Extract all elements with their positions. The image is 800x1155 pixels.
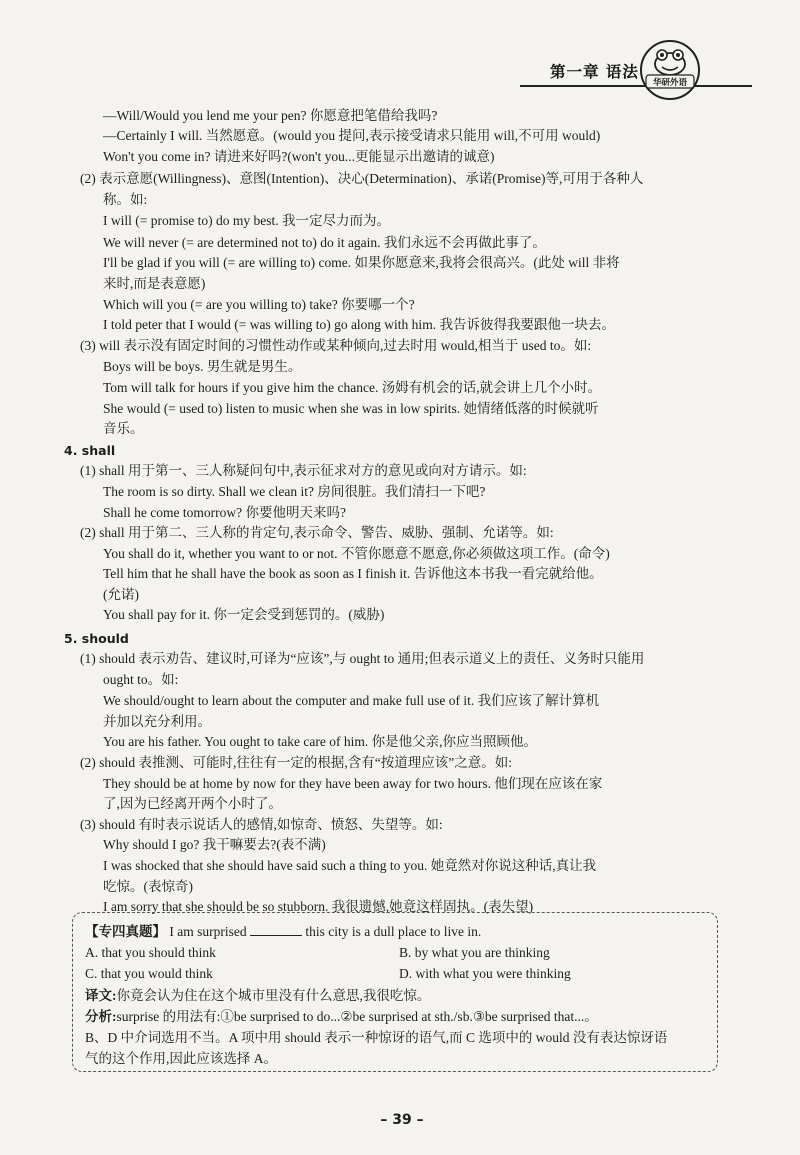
- text-line: I am sorry that she should be so stubborn. 我很遗憾,她竟这样固执。(表失望): [103, 899, 534, 914]
- text-line: We will never (= are determined not to) do it again. 我们永远不会再做此事了。: [103, 235, 546, 250]
- translation: [85, 987, 430, 1005]
- analysis-text-1: surprise 的用法有:①be surprised to do...②be surprised at sth./sb.③be surprised that...。: [116, 1009, 598, 1024]
- question-text-before: I am surprised: [169, 924, 247, 939]
- exam-tag: 【专四真题】: [85, 924, 166, 939]
- page-number: – 39 –: [380, 1112, 424, 1128]
- text-line: 并加以充分利用。: [103, 714, 211, 729]
- logo-text: 华研外语: [652, 78, 687, 88]
- option-a: A. that you should think: [85, 945, 216, 960]
- text-line: (2) should 表推测、可能时,往往有一定的根据,含有“按道理应该”之意。如:: [80, 755, 512, 770]
- text-line: The room is so dirty. Shall we clean it? 房间很脏。我们清扫一下吧?: [103, 484, 486, 499]
- exam-question: [85, 923, 481, 941]
- translation-text: 你竟会认为住在这个城市里没有什么意思,我很吃惊。: [116, 988, 431, 1003]
- text-line: They should be at home by now for they have been away for two hours. 他们现在应该在家: [103, 776, 603, 791]
- text-line: Tell him that he shall have the book as soon as I finish it. 告诉他这本书我一看完就给他。: [103, 566, 603, 581]
- text-line: (2) shall 用于第二、三人称的肯定句,表示命令、警告、威胁、强制、允诺等。如:: [80, 525, 554, 540]
- page-header: [520, 36, 790, 98]
- text-line: I'll be glad if you will (= are willing to) come. 如果你愿意来,我将会很高兴。(此处 will 非将: [103, 255, 620, 270]
- frog-logo-icon: [638, 38, 702, 102]
- text-line: (3) should 有时表示说话人的感情,如惊奇、愤怒、失望等。如:: [80, 817, 443, 832]
- text-line: 称。如:: [103, 192, 148, 207]
- chapter-title: 第一章 语法: [550, 63, 639, 81]
- text-line: 来时,而是表意愿): [103, 276, 206, 291]
- text-line: I will (= promise to) do my best. 我一定尽力而为。: [103, 213, 390, 228]
- analysis-label: 分析:: [85, 1009, 117, 1024]
- text-line: We should/ought to learn about the computer and make full use of it. 我们应该了解计算机: [103, 693, 600, 708]
- question-text-after: this city is a dull place to live in.: [305, 924, 482, 939]
- option-d: D. with what you were thinking: [399, 966, 571, 981]
- text-line: —Will/Would you lend me your pen? 你愿意把笔借给我吗?: [103, 108, 438, 123]
- answer-blank: [250, 923, 302, 936]
- text-line: 音乐。: [103, 421, 144, 436]
- analysis-line-2: B、D 中介词选用不当。A 项中用 should 表示一种惊讶的语气,而 C 选项中的 would 没有表达惊讶语: [85, 1030, 668, 1045]
- text-line: Boys will be boys. 男生就是男生。: [103, 359, 302, 374]
- publisher-logo: [638, 38, 702, 102]
- option-b: B. by what you are thinking: [399, 945, 550, 960]
- text-line: She would (= used to) listen to music when she was in low spirits. 她情绪低落的时候就听: [103, 401, 599, 416]
- text-line: ought to。如:: [103, 672, 179, 687]
- text-line: You shall do it, whether you want to or not. 不管你愿意不愿意,你必须做这项工作。(命令): [103, 546, 610, 561]
- exam-question-box: [72, 912, 718, 1072]
- text-line: (3) will 表示没有固定时间的习惯性动作或某种倾向,过去时用 would,相当于 used to。如:: [80, 338, 592, 353]
- text-line: I told peter that I would (= was willing to) go along with him. 我告诉彼得我要跟他一块去。: [103, 317, 615, 332]
- text-line: —Certainly I will. 当然愿意。(would you 提问,表示接受请求只能用 will,不可用 would): [103, 128, 601, 143]
- text-line: I was shocked that she should have said such a thing to you. 她竟然对你说这种话,真让我: [103, 858, 597, 873]
- text-line: Shall he come tomorrow? 你要他明天来吗?: [103, 505, 346, 520]
- analysis: [85, 1008, 598, 1026]
- text-line: Tom will talk for hours if you give him the chance. 汤姆有机会的话,就会讲上几个小时。: [103, 380, 602, 395]
- text-line: (2) 表示意愿(Willingness)、意图(Intention)、决心(Determination)、承诺(Promise)等,可用于各种人: [80, 171, 644, 186]
- analysis-line-3: 气的这个作用,因此应该选择 A。: [85, 1051, 277, 1066]
- header-rule: [520, 85, 752, 87]
- option-c: C. that you would think: [85, 966, 213, 981]
- text-line: (允诺): [103, 587, 139, 602]
- text-line: (1) should 表示劝告、建议时,可译为“应该”,与 ought to 通用;但表示道义上的责任、义务时只能用: [80, 651, 645, 666]
- text-line: You shall pay for it. 你一定会受到惩罚的。(威胁): [103, 607, 385, 622]
- text-line: Which will you (= are you willing to) take? 你要哪一个?: [103, 297, 415, 312]
- text-line: 吃惊。(表惊奇): [103, 879, 193, 894]
- section-heading-should: 5. should: [64, 631, 129, 646]
- text-line: (1) shall 用于第一、三人称疑问句中,表示征求对方的意见或向对方请示。如:: [80, 463, 527, 478]
- text-line: 了,因为已经离开两个小时了。: [103, 796, 282, 811]
- translation-label: 译文:: [85, 988, 117, 1003]
- text-line: Won't you come in? 请进来好吗?(won't you...更能显示出邀请的诚意): [103, 149, 495, 164]
- text-line: Why should I go? 我干嘛要去?(表不满): [103, 837, 326, 852]
- text-line: You are his father. You ought to take care of him. 你是他父亲,你应当照顾他。: [103, 734, 537, 749]
- section-heading-shall: 4. shall: [64, 443, 116, 458]
